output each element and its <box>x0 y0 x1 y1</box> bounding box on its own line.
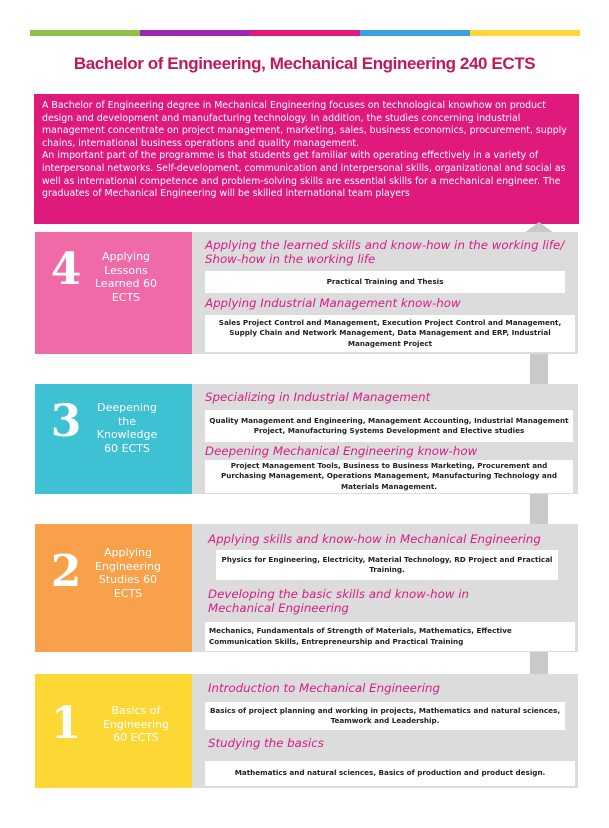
level-1-heading-1: Introduction to Mechanical Engineering <box>208 681 440 695</box>
progress-arrow-shaft <box>530 494 548 524</box>
stripe-blue <box>360 30 470 36</box>
level-3-heading-1: Specializing in Industrial Management <box>205 390 431 404</box>
level-4-heading-1: Applying the learned skills and know-how in the working life/ Show-how in the working life <box>205 238 565 266</box>
level-3-label: Deepening the Knowledge 60 ECTS <box>96 401 158 455</box>
stripe-pink <box>250 30 360 36</box>
stripe-yellow <box>470 30 580 36</box>
level-3-heading-2: Deepening Mechanical Engineering know-how <box>205 444 478 458</box>
level-2-box-1: Physics for Engineering, Electricity, Material Technology, RD Project and Practical Training. <box>216 550 558 580</box>
level-4-box-2: Sales Project Control and Management, Execution Project Control and Management, Supply Chain and Network Management, Data Management and ERP, Industrial Management Project <box>205 315 575 352</box>
level-1-box-2: Mathematics and natural sciences, Basics of production and product design. <box>205 761 575 786</box>
level-3-box-2: Project Management Tools, Business to Business Marketing, Procurement and Purchasing Management, Operations Management, Manufacturing Technology and Materials Management. <box>205 460 573 493</box>
level-2-label: Applying Engineering Studies 60 ECTS <box>95 546 161 600</box>
level-1-heading-2: Studying the basics <box>208 736 324 750</box>
level-1-label: Basics of Engineering 60 ECTS <box>103 704 169 744</box>
intro-box <box>34 94 579 224</box>
page-title: Bachelor of Engineering, Mechanical Engineering 240 ECTS <box>73 54 536 73</box>
level-4-heading-2: Applying Industrial Management know-how <box>205 296 461 310</box>
stripe-green <box>30 30 140 36</box>
intro-paragraph-2: An important part of the programme is that students get familiar with operating effectively in a variety of interpersonal networks. Self-development, communication and interpersonal skills, organizational and social as well as international competence and problem-solving skills are essential skills for a mechanical engineer. The graduates of Mechanical Engineering will be skilled international team players <box>42 150 566 200</box>
level-2-number: 2 <box>50 546 82 597</box>
level-2-heading-1: Applying skills and know-how in Mechanical Engineering <box>208 532 541 546</box>
level-1-box-1: Basics of project planning and working in projects, Mathematics and natural sciences, Teamwork and Leadership. <box>205 702 565 730</box>
stripe-purple <box>140 30 250 36</box>
intro-paragraph-1: A Bachelor of Engineering degree in Mechanical Engineering focuses on technological knowhow on product design and development and manufacturing technology. In addition, the studies concerning industrial management concentrate on project management, marketing, sales, business economics, procurement, supply chains, international business operations and quality management. <box>42 100 567 149</box>
level-4-box-1: Practical Training and Thesis <box>205 271 565 293</box>
level-4-label: Applying Lessons Learned 60 ECTS <box>95 250 157 304</box>
level-4-number: 4 <box>50 244 82 295</box>
progress-arrow-shaft <box>530 354 548 384</box>
level-2-box-2: Mechanics, Fundamentals of Strength of Materials, Mathematics, Effective Communication Skills, Entrepreneurship and Practical Training <box>205 622 575 651</box>
level-1-number: 1 <box>50 698 82 749</box>
level-2-heading-2: Developing the basic skills and know-how in Mechanical Engineering <box>208 587 469 615</box>
progress-arrow-shaft <box>530 652 548 674</box>
level-3-number: 3 <box>50 396 82 447</box>
level-3-box-1: Quality Management and Engineering, Management Accounting, Industrial Management Project, Manufacturing Systems Development and Elective studies <box>205 410 573 442</box>
